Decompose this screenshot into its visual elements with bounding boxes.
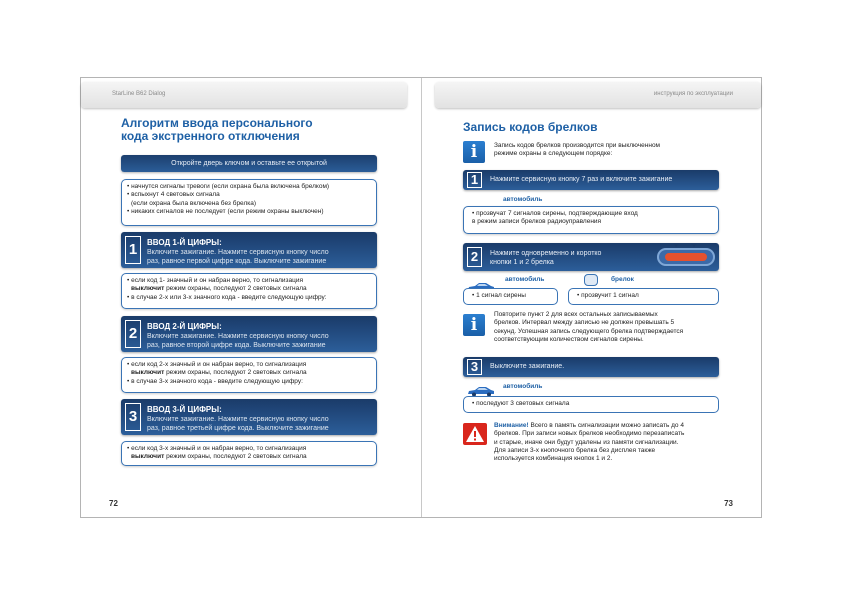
info-text-2: Повторите пункт 2 для всех остальных записываемых брелков. Интервал между записью не должен превышать 5 секунд. Успешная запись следующего брелка подтверждается соответствующим количеством сигналов сирены. xyxy=(494,311,684,343)
page-gutter xyxy=(421,78,422,517)
step-1-bar xyxy=(121,232,377,268)
step-number: 2 xyxy=(125,320,141,348)
list-item: • если код 2-х значный и он набран верно, то сигнализация xyxy=(127,361,307,368)
step-number: 1 xyxy=(125,236,141,264)
list-item: выключит режим охраны, последуют 2 световых сигнала xyxy=(131,369,307,377)
right-page-number: 73 xyxy=(724,499,733,508)
list-item: • начнутся сигналы тревоги (если охрана была включена брелком) xyxy=(127,183,330,190)
list-item: выключит режим охраны, последуют 2 световых сигнала xyxy=(131,285,307,293)
step-title: ВВОД 2-Й ЦИФРЫ: xyxy=(147,322,222,331)
car-result-box: • 1 сигнал сирены xyxy=(463,288,558,305)
step-text: Включите зажигание. Нажмите сервисную кнопку число раз, равное второй цифре кода. Выключите зажигание xyxy=(147,333,329,349)
info-icon: i xyxy=(463,314,485,336)
key-fob-icon xyxy=(657,248,715,266)
step-text: Нажмите сервисную кнопку 7 раз и включите зажигание xyxy=(490,176,673,183)
signal-arrow-icon xyxy=(691,243,697,247)
signal-arrow-icon xyxy=(673,243,679,247)
left-header-title: StarLine B62 Dialog xyxy=(112,91,166,97)
warning-icon xyxy=(463,423,487,445)
fob-icon xyxy=(584,274,598,286)
step-1-result-box xyxy=(121,273,377,309)
step-3-bar xyxy=(121,399,377,435)
step-title: ВВОД 1-Й ЦИФРЫ: xyxy=(147,238,222,247)
step-1-result-box xyxy=(463,206,719,234)
fob-result-box: • прозвучит 1 сигнал xyxy=(568,288,719,305)
step-2-result-box xyxy=(121,357,377,393)
step-text: Нажмите одновременно и коротко кнопки 1 и 2 брелка xyxy=(490,250,602,266)
list-item: • прозвучат 7 сигналов сирены, подтверждающие вход xyxy=(472,210,638,217)
list-item: в режим записи брелков радиоуправления xyxy=(472,218,602,226)
right-page-title: Запись кодов брелков xyxy=(463,120,598,134)
step-3-result-box xyxy=(121,441,377,466)
car-label: автомобиль xyxy=(503,196,543,203)
right-header-title: инструкция по эксплуатации xyxy=(653,91,733,97)
right-step-2-bar xyxy=(463,243,719,271)
list-item: • если код 1- значный и он набран верно, то сигнализация xyxy=(127,277,303,284)
right-step-3-bar xyxy=(463,357,719,377)
step-title: ВВОД 3-Й ЦИФРЫ: xyxy=(147,405,222,414)
left-page-header xyxy=(81,82,407,108)
car-label: автомобиль xyxy=(505,276,545,283)
left-page-title: Алгоритм ввода персонального кода экстренного отключения xyxy=(121,116,313,143)
left-page-number: 72 xyxy=(109,499,118,508)
step-2-bar xyxy=(121,316,377,352)
list-item: • в случае 2-х или 3-х значного кода - введите следующую цифру: xyxy=(127,293,327,301)
step-number: 2 xyxy=(467,247,482,267)
right-step-1-bar xyxy=(463,170,719,190)
list-item: выключит режим охраны, последуют 2 световых сигнала xyxy=(131,453,307,461)
step-3-result-box: • последуют 3 световых сигнала xyxy=(463,396,719,413)
list-item: (если охрана была включена без брелка) xyxy=(131,199,257,207)
list-item: • если код 3-х значный и он набран верно, то сигнализация xyxy=(127,445,307,452)
step-number: 1 xyxy=(467,172,482,188)
warning-text: Внимание! Всего в память сигнализации можно записать до 4 брелков. При записи новых брелков необходимо перезаписать и старые, иначе они будут удалены из памяти сигнализации. Для записи 3-х кнопочного брелка без дисплея также используется комбинация кнопок 1 и 2. xyxy=(494,422,685,463)
right-page-header xyxy=(435,82,761,108)
step-text: Включите зажигание. Нажмите сервисную кнопку число раз, равное первой цифре кода. Выключите зажигание xyxy=(147,249,329,265)
info-icon: i xyxy=(463,141,485,163)
step-number: 3 xyxy=(125,403,141,431)
car-label: автомобиль xyxy=(503,383,543,390)
info-text-1: Запись кодов брелков производится при выключенном режиме охраны в следующем порядке: xyxy=(494,142,661,158)
intro-result-box xyxy=(121,179,377,226)
list-item: • никаких сигналов не последует (если режим охраны выключен) xyxy=(127,208,324,216)
fob-buttons xyxy=(665,253,707,261)
fob-label: брелок xyxy=(611,276,634,283)
open-door-bar: Откройте дверь ключом и оставьте ее открытой xyxy=(121,155,377,172)
step-text: Включите зажигание. Нажмите сервисную кнопку число раз, равное третьей цифре кода. Выключите зажигание xyxy=(147,416,329,432)
step-number: 3 xyxy=(467,359,482,375)
list-item: • в случае 3-х значного кода - введите следующую цифру: xyxy=(127,377,303,385)
list-item: • вспыхнут 4 световых сигнала xyxy=(127,191,220,199)
step-text: Выключите зажигание. xyxy=(490,363,565,370)
